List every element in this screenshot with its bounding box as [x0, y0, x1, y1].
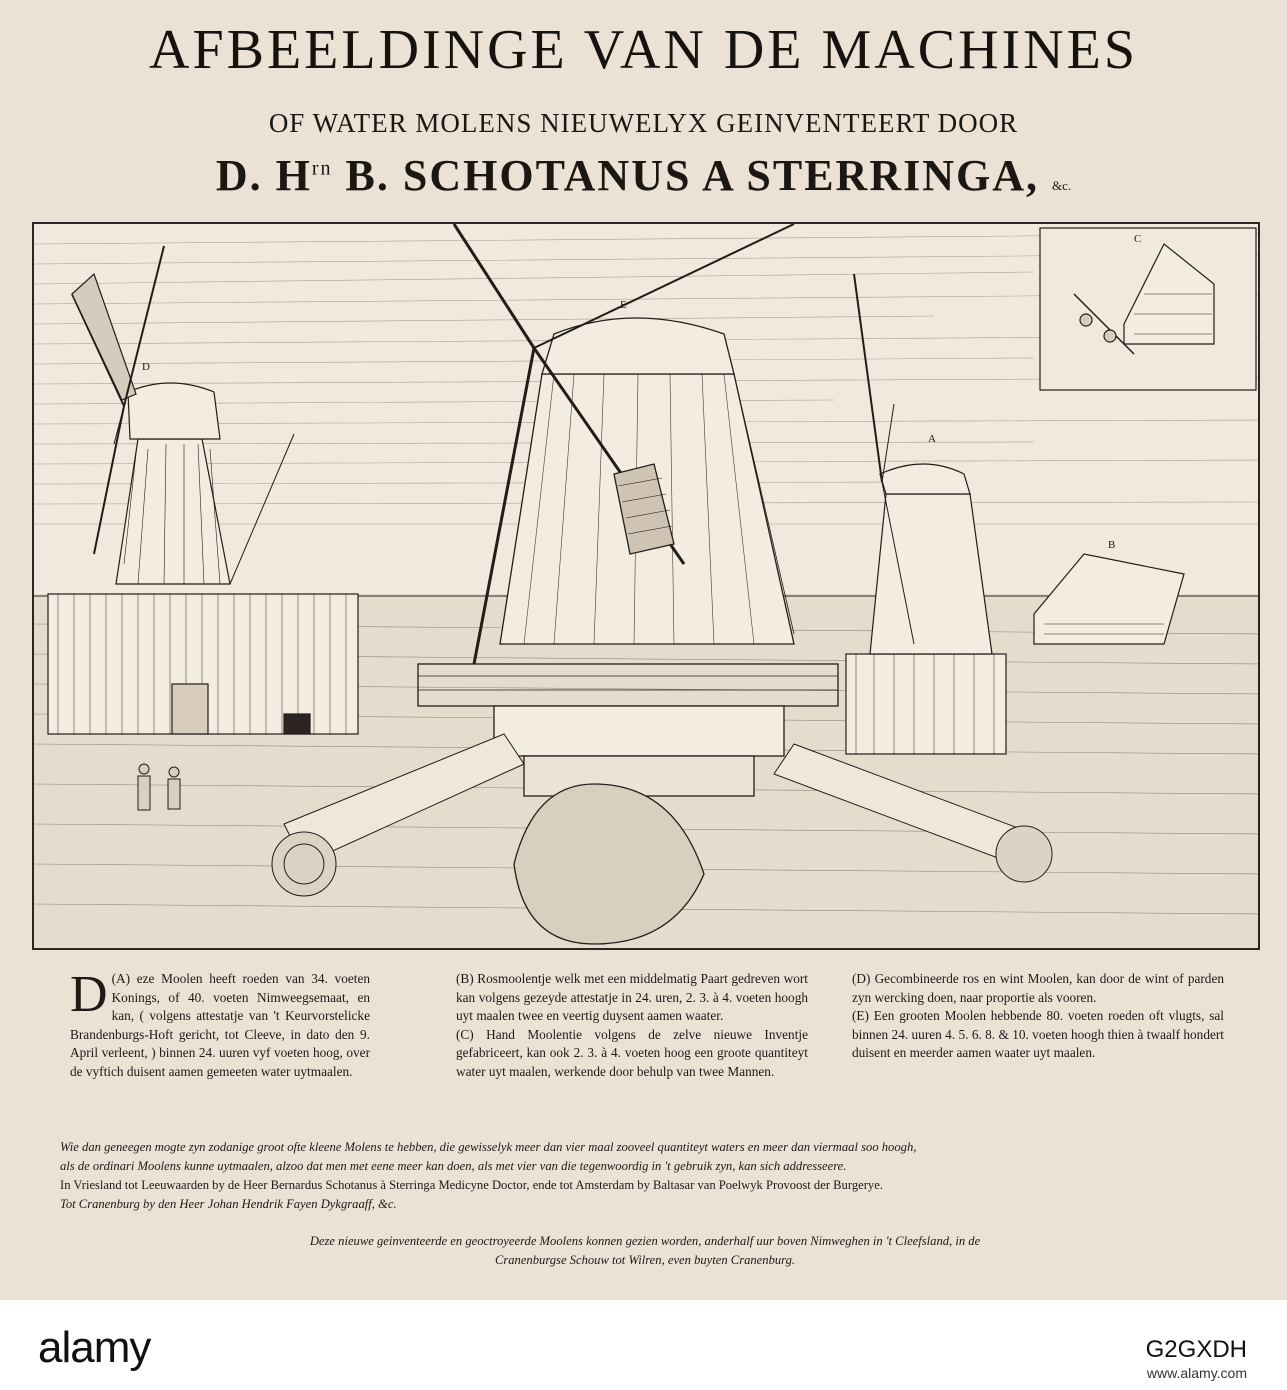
author-name: B. SCHOTANUS A STERRINGA,	[345, 151, 1039, 200]
label-d: D	[142, 361, 150, 373]
engraving-plate	[32, 222, 1260, 950]
inset-c	[1040, 228, 1256, 390]
label-a: A	[928, 433, 936, 445]
author-etc: &c.	[1052, 178, 1072, 193]
alamy-logo: alamy	[38, 1323, 151, 1372]
label-e: E	[620, 299, 627, 311]
watermark-bar	[0, 1300, 1287, 1390]
text-column-a	[70, 966, 371, 1081]
mill-e-base	[494, 706, 784, 756]
note-line-6: Cranenburgse Schouw tot Wilren, even buyten Cranenburg.	[494, 1253, 796, 1267]
paragraph-a-text: eze Moolen heeft roeden van 34. voeten Konings, of 40. voeten Nimweegsemaat, en kan, ( volgens attestatje van 't Keurvorstelicke Brandenburgs-Hoft gericht, tot Cleeve, in dato den 9. April verleent, ) binnen 24. uuren vyf voeten hoog, over de vyftich duisent aamen gemeeten water uytmaalen.	[70, 971, 371, 1079]
author-superscript: rn	[311, 157, 333, 180]
label-b: B	[1108, 539, 1116, 551]
note-line-5: Deze nieuwe geinventeerde en geoctroyeerde Moolens konnen gezien worden, anderhalf uur boven Nimweghen in 't Cleefsland, in de	[309, 1234, 981, 1248]
note-line-2: als de ordinari Moolens kunne uytmaalen, alzoo dat men met eene meer kan doen, als met vier van die tegenwoordig in 't gebruik zyn, kan sich addresseere.	[60, 1159, 847, 1173]
main-title: AFBEELDINGE VAN DE MACHINES	[149, 19, 1138, 81]
windmill-a	[846, 274, 1006, 754]
windmill-d	[48, 246, 358, 734]
dropcap: D	[70, 966, 108, 1023]
note-line-3: In Vriesland tot Leeuwaarden by de Heer Bernardus Schotanus à Sterringa Medicyne Doctor, ende tot Amsterdam by Baltasar van Poelwyk Provoost der Burgerye.	[60, 1178, 883, 1192]
subtitle: OF WATER MOLENS NIEUWELYX GEINVENTEERT DOOR	[268, 108, 1019, 138]
site-url: www.alamy.com	[1146, 1365, 1247, 1381]
mill-e-cap	[542, 318, 734, 374]
author-prefix: D. H	[215, 151, 312, 200]
author-line	[0, 150, 1287, 201]
paragraph-c: (C) Hand Moolentie volgens de zelve nieuwe Inventje gefabriceert, kan ook 2. 3. à 4. voeten hoog een groote quantiteyt water uyt maalen, werkende door behulp van twee Mannen.	[456, 1026, 808, 1079]
mill-d-cap	[128, 383, 220, 439]
paragraph-b: (B) Rosmoolentje welk met een middelmatig Paart gedreven wort kan volgens gezeyde attestatje in 24. uren, 2. 3. à 4. voeten hoogh uyt maalen twee en veertig duysent aamen waater.	[456, 971, 808, 1023]
paragraph-e: (E) Een grooten Moolen hebbende 80. voeten roeden oft vlugts, sal binnen 24. uuren 4. 5. 6. 8. & 10. voeten hoogh thien à twaalf hondert duisent en meerder aamen waater uyt maalen.	[852, 1008, 1224, 1060]
mill-a-tower	[870, 494, 992, 654]
horse-mill-b	[1034, 539, 1184, 644]
mill-a-cap	[880, 464, 970, 494]
text-column-b	[456, 970, 808, 1081]
note-line-4: Tot Cranenburg by den Heer Johan Hendrik Fayen Dykgraaff, &c.	[60, 1197, 397, 1211]
marker-a: (A)	[111, 971, 131, 986]
mill-d-sail-1	[72, 274, 136, 400]
image-code: G2GXDH	[1145, 1336, 1247, 1363]
note-line-1: Wie dan geneegen mogte zyn zodanige groot ofte kleene Molens te hebben, die gewisselyk meer dan vier maal zooveel quantiteyt waters en meer dan viermaal soo hoogh,	[60, 1140, 917, 1154]
text-column-c	[852, 970, 1224, 1063]
label-c: C	[1134, 233, 1142, 245]
paragraph-d: (D) Gecombineerde ros en wint Moolen, kan door de wint of parden zyn wercking doen, naar proportie als vooren.	[852, 971, 1224, 1005]
mill-d-tower	[116, 439, 230, 584]
mill-a-base	[846, 654, 1006, 754]
windmill-engraving	[34, 224, 1260, 950]
paragraph-a	[70, 966, 371, 1081]
